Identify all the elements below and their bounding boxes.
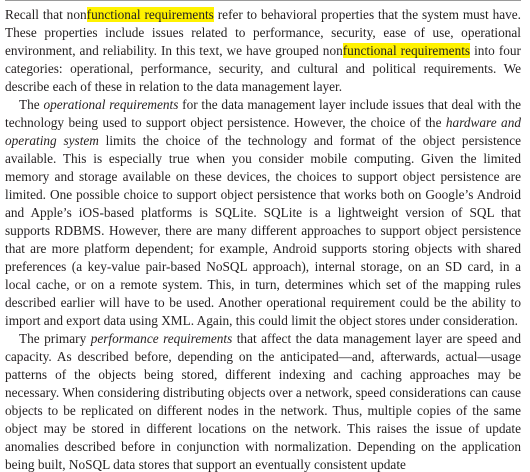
emphasized-term: operational requirements [43, 97, 179, 112]
text-run: limits the choice of the technology and format of the object persistence available. This is especially true when you consider mobile computing. Given the limited memory and storage available on these devices, the choices to support object persistence are limited. One possible choice to support object persistence that works both on Google’s Android and Apple’s iOS-based platforms is SQLite. SQLite is a lightweight version of SQL that supports RDBMS. However, there are many different approaches to support object persistence that are more platform dependent; for example, Android supports storing objects with shared preferences (a key-value pair-based NoSQL approach), internal storage, on an SD card, in a local cache, or on a remote system. This, in turn, determines which set of the mapping rules described earlier will have to be used. Another operational requirement could be the ability to import and export data using XML. Again, this could limit the object stores under consideration. [5, 133, 521, 328]
document-page [5, 0, 521, 472]
paragraph-operational-requirements [5, 96, 521, 330]
emphasized-term: performance requirements [90, 331, 233, 346]
highlighted-term: functional requirements [342, 43, 471, 58]
paragraph-nonfunctional-requirements [5, 6, 521, 96]
text-run: The [19, 97, 44, 112]
text-run: refer to behavioral properties that the system must have. These properties include issues related to performance, security, ease of use, operational environment, and reliability. In this text, we have grouped non [5, 7, 521, 58]
text-run: The primary [19, 331, 91, 346]
text-run: for the data management layer include issues that deal with the technology being used to support object persistence. However, the choice of the [5, 97, 521, 130]
text-run: into four categories: operational, performance, security, and cultural and political requirements. We describe each of these in relation to the data management layer. [5, 43, 521, 94]
text-run: that affect the data management layer are speed and capacity. As described before, depending on the anticipated—and, afterwards, actual—usage patterns of the objects being stored, different indexing and caching approaches may be necessary. When considering distributing objects over a network, speed considerations can cause objects to be replicated on different nodes in the network. Thus, multiple copies of the same object may be stored in different locations on the network. This raises the issue of update anomalies described before in conjunction with normalization. Depending on the application being built, NoSQL data stores that support an eventually consistent update [5, 331, 521, 472]
top-rule [5, 0, 521, 1]
text-run: Recall that non [5, 7, 87, 22]
emphasized-term: hardware and operating system [5, 115, 521, 148]
paragraph-performance-requirements [5, 330, 521, 472]
highlighted-term: functional requirements [86, 7, 214, 22]
